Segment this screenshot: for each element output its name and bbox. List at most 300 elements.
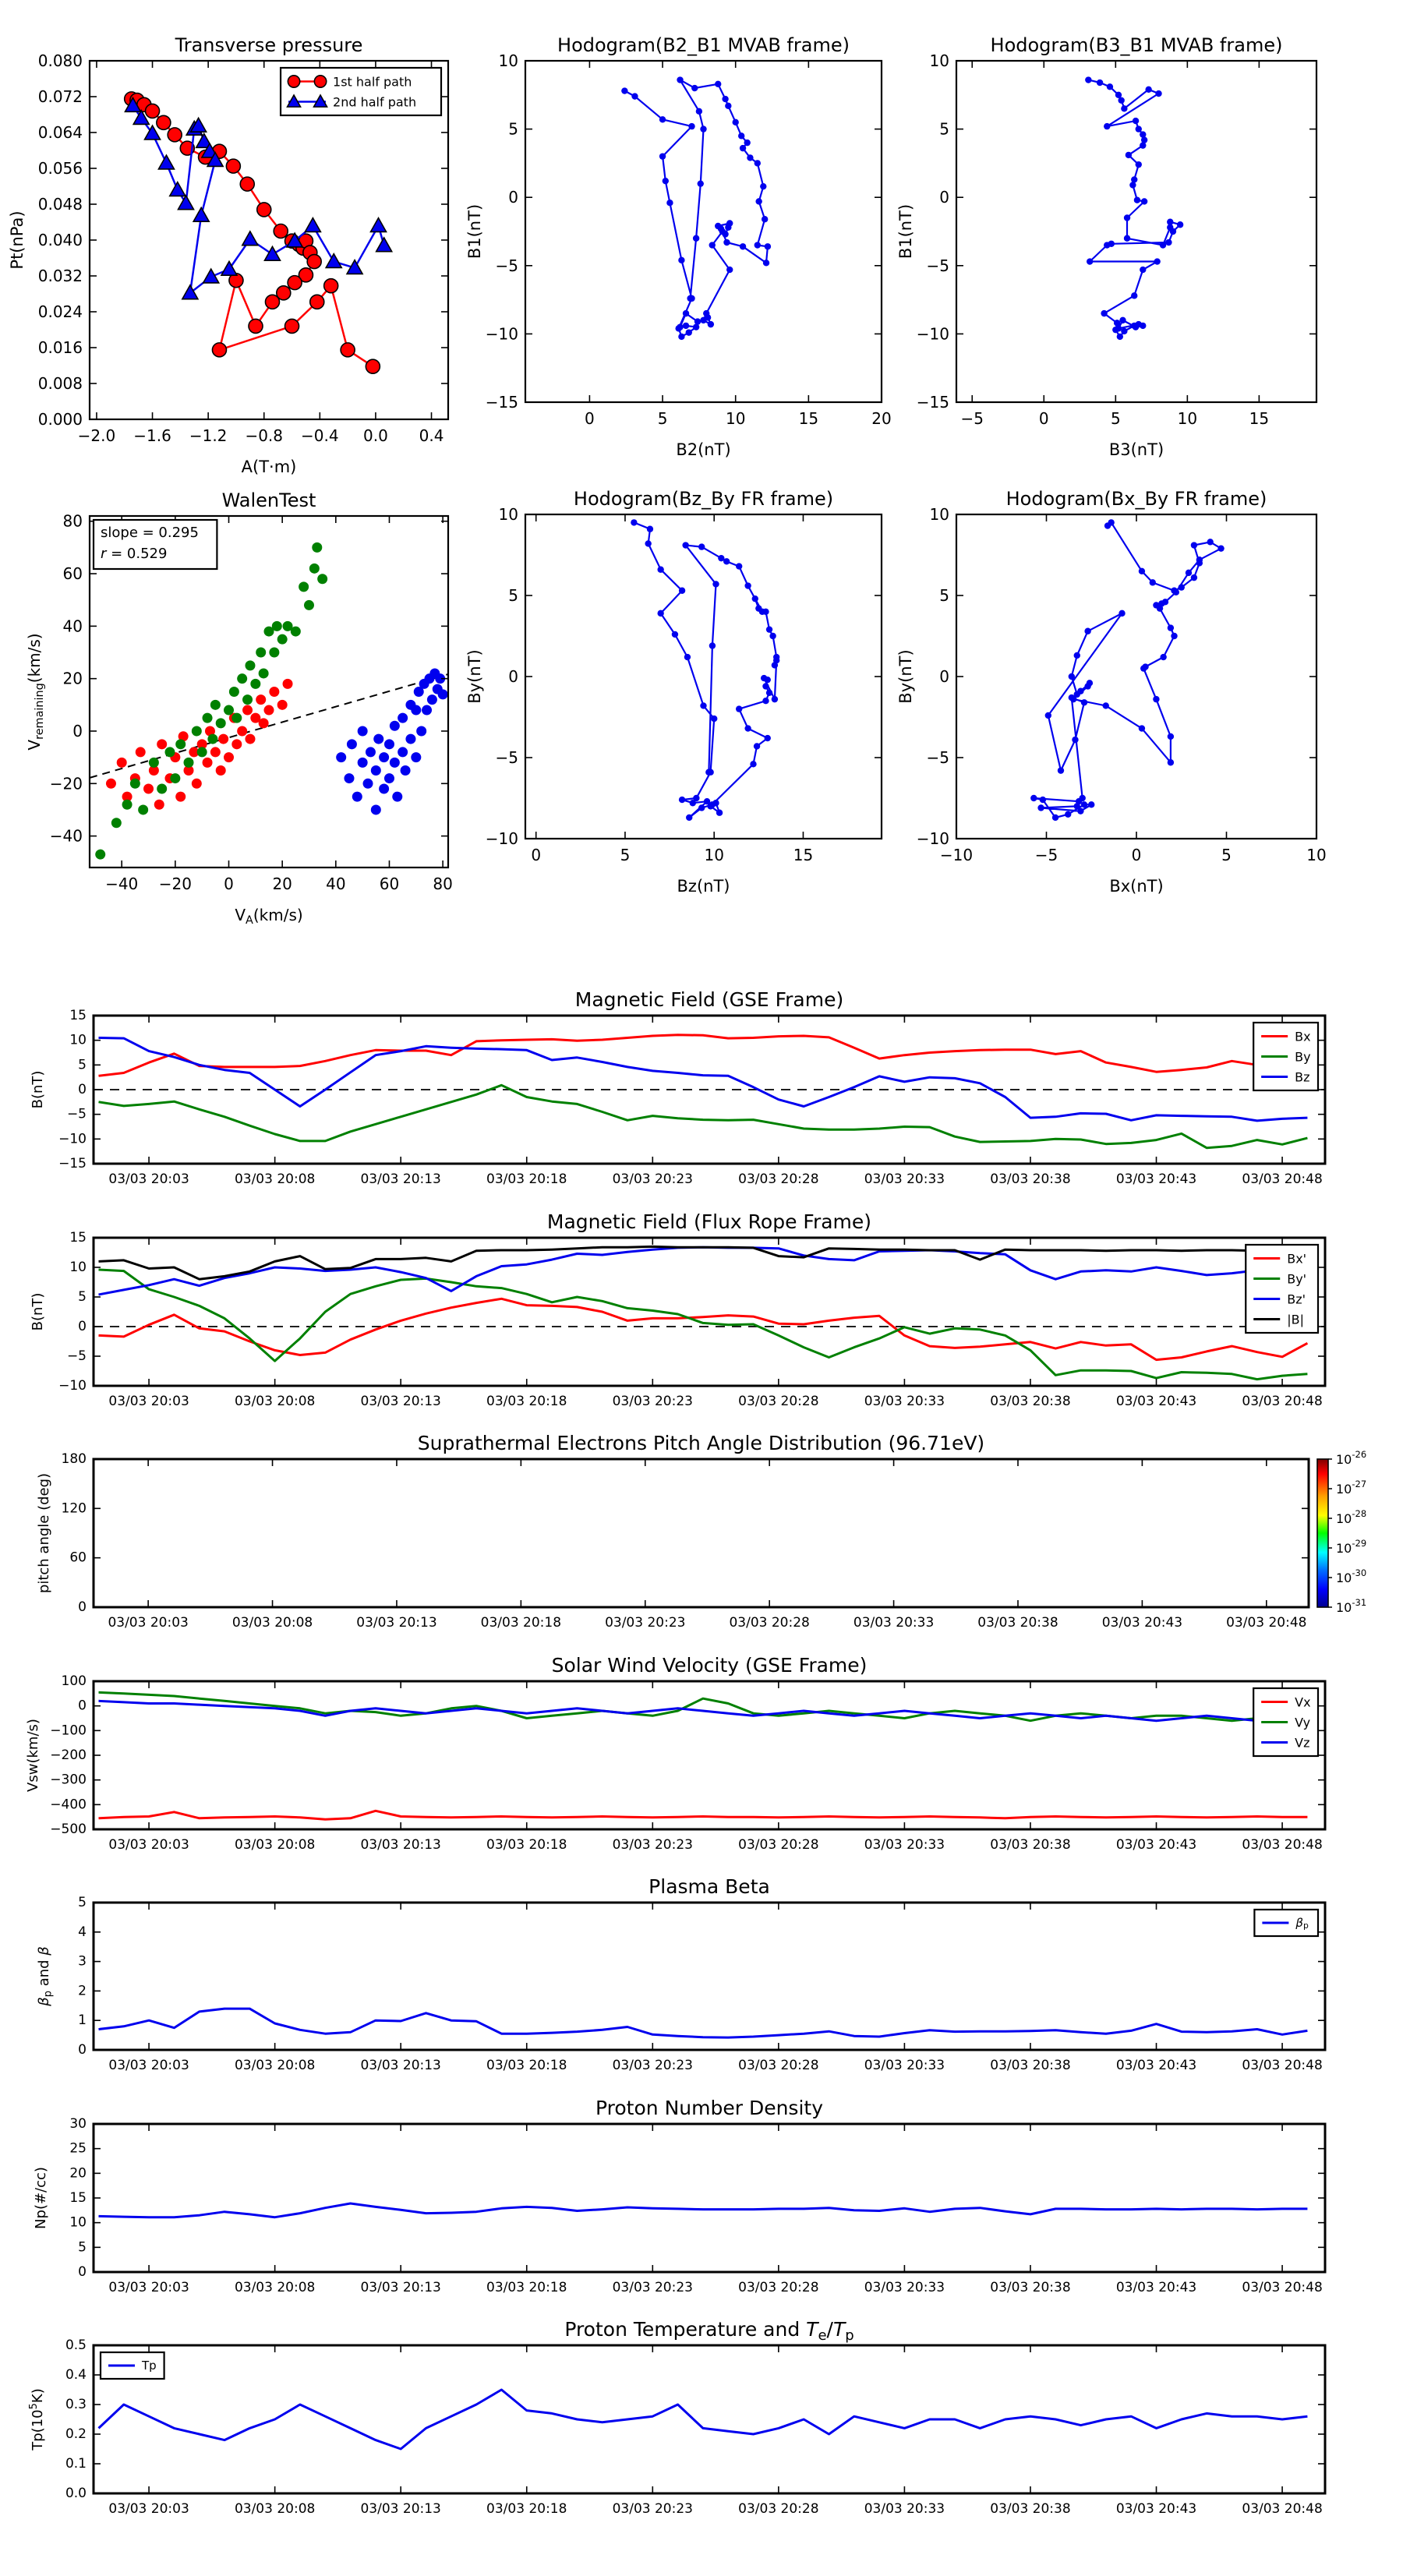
x-tick-label: 80 (433, 875, 453, 893)
x-axis-label: $V_A(km/s)$ (235, 906, 303, 927)
y-axis-label: B(nT) (30, 1292, 46, 1331)
marker-circle (416, 726, 426, 736)
marker-circle (773, 654, 779, 660)
marker-circle (138, 804, 148, 814)
marker-circle (122, 800, 133, 810)
legend-label: Vz (1295, 1735, 1310, 1750)
panel-hodogram-bz-by (465, 488, 882, 896)
panel-walen-test (25, 489, 453, 927)
panel-hodogram-b2-b1 (465, 34, 892, 459)
marker-circle (1145, 87, 1151, 93)
marker-circle (1104, 242, 1110, 248)
marker-circle (269, 648, 279, 658)
marker-circle (390, 721, 400, 731)
chart-title: Magnetic Field (GSE Frame) (574, 988, 844, 1011)
marker-circle (288, 76, 299, 87)
y-axis-label: $Tp(10^5K)$ (28, 2388, 46, 2451)
legend-label: Bz (1295, 1069, 1310, 1084)
y-tick-label: 15 (69, 1230, 87, 1246)
marker-triangle (203, 269, 219, 283)
x-tick-label: 03/03 20:03 (108, 1171, 189, 1187)
marker-circle (265, 295, 279, 309)
y-tick-label: 0.016 (37, 338, 83, 357)
x-tick-label: 03/03 20:08 (234, 2501, 316, 2517)
marker-circle (766, 690, 772, 696)
x-tick-label: 03/03 20:23 (612, 2058, 693, 2073)
marker-circle (366, 747, 376, 757)
x-tick-label: −20 (158, 875, 192, 893)
series-line-Tp (99, 2390, 1308, 2449)
y-tick-label: 10 (69, 2214, 87, 2231)
x-tick-label: 03/03 20:48 (1242, 1394, 1323, 1409)
x-tick-label: −5 (960, 409, 984, 428)
marker-circle (755, 160, 761, 166)
marker-circle (678, 257, 684, 263)
x-tick-label: 03/03 20:18 (486, 1394, 567, 1409)
x-tick-label: 03/03 20:48 (1242, 2058, 1323, 2073)
marker-circle (688, 123, 694, 129)
x-tick-label: 03/03 20:38 (990, 1394, 1071, 1409)
marker-circle (762, 216, 768, 222)
y-tick-label: −10 (58, 1378, 87, 1394)
x-tick-label: 0 (1131, 846, 1142, 864)
series-group (1030, 519, 1225, 821)
panel-proton-number-density (33, 2097, 1325, 2295)
marker-circle (698, 543, 705, 549)
marker-circle (256, 694, 266, 705)
x-tick-label: 0 (585, 409, 595, 428)
marker-circle (1121, 105, 1127, 111)
chart-title: Hodogram(Bz_By FR frame) (573, 488, 834, 510)
x-tick-label: 03/03 20:43 (1115, 2058, 1197, 2073)
marker-circle (672, 631, 678, 638)
y-tick-label: 5 (78, 2239, 87, 2256)
y-tick-label: 5 (939, 119, 949, 139)
marker-circle (309, 564, 320, 574)
axes-frame (525, 514, 882, 839)
x-tick-label: 03/03 20:33 (864, 2058, 945, 2073)
marker-circle (157, 115, 171, 129)
legend-label: $\beta_p$ (1295, 1916, 1309, 1931)
marker-circle (218, 734, 228, 744)
y-tick-label: 180 (61, 1451, 87, 1467)
y-tick-label: 10 (498, 505, 518, 524)
y-tick-label: 0 (78, 1599, 87, 1615)
marker-circle (1088, 801, 1094, 807)
marker-circle (197, 747, 207, 757)
y-tick-label: −40 (49, 826, 83, 846)
marker-circle (203, 713, 213, 723)
series-line-Bz (99, 1038, 1311, 1121)
marker-circle (709, 242, 716, 248)
y-tick-label: 0.0 (65, 2486, 87, 2501)
marker-circle (709, 642, 716, 648)
marker-circle (1191, 574, 1197, 581)
chart-title: WalenTest (221, 489, 316, 511)
x-tick-label: 03/03 20:28 (738, 1837, 819, 1853)
marker-circle (203, 758, 213, 768)
marker-circle (1069, 673, 1075, 680)
series-line-0 (99, 2203, 1308, 2217)
y-axis-label: Np(#/cc) (33, 2167, 49, 2229)
marker-circle (1052, 814, 1058, 821)
marker-circle (111, 818, 122, 828)
marker-circle (274, 224, 288, 239)
y-tick-label: 0.048 (37, 195, 83, 214)
marker-circle (358, 726, 368, 736)
y-tick-label: 0 (72, 721, 83, 740)
y-tick-label: 0.1 (65, 2456, 87, 2472)
y-tick-label: 0.4 (65, 2367, 87, 2383)
x-axis-label: Bz(nT) (677, 877, 730, 896)
marker-circle (130, 779, 140, 789)
x-tick-label: 5 (1221, 846, 1232, 864)
x-tick-label: 10 (1177, 409, 1198, 428)
marker-circle (744, 725, 751, 731)
marker-circle (366, 359, 380, 373)
chart-title: Hodogram(Bx_By FR frame) (1005, 488, 1267, 510)
x-tick-label: 03/03 20:38 (977, 1615, 1058, 1631)
marker-circle (1140, 665, 1147, 671)
marker-circle (736, 705, 742, 712)
marker-circle (1133, 118, 1139, 124)
marker-circle (216, 765, 226, 776)
marker-circle (336, 752, 346, 762)
marker-circle (647, 526, 653, 532)
y-tick-label: 0 (78, 2264, 87, 2280)
chart-title: Solar Wind Velocity (GSE Frame) (551, 1654, 868, 1677)
marker-circle (106, 779, 116, 789)
marker-circle (1139, 568, 1145, 574)
x-tick-label: 03/03 20:33 (864, 1837, 945, 1853)
marker-circle (384, 773, 394, 783)
marker-triangle (326, 254, 341, 268)
marker-circle (1179, 584, 1185, 590)
x-tick-label: 03/03 20:18 (486, 2058, 567, 2073)
marker-circle (299, 581, 309, 592)
marker-circle (1119, 317, 1126, 323)
marker-circle (1129, 182, 1136, 188)
marker-circle (678, 334, 684, 340)
y-axis-label: By(nT) (896, 649, 915, 704)
marker-triangle (221, 261, 237, 275)
marker-circle (722, 231, 728, 237)
axes-frame (94, 1459, 1309, 1607)
annotation-line: r = 0.529 (101, 545, 168, 562)
panel-magnetic-field-fr (30, 1210, 1325, 1409)
y-tick-label: 0.080 (37, 51, 83, 70)
marker-circle (708, 321, 714, 327)
x-tick-label: 03/03 20:28 (738, 2501, 819, 2517)
marker-circle (285, 319, 299, 333)
marker-circle (725, 224, 731, 231)
x-tick-label: 5 (1110, 409, 1121, 428)
marker-circle (347, 739, 357, 749)
series-group (125, 92, 392, 373)
legend-label: Vx (1295, 1694, 1311, 1709)
x-tick-label: 03/03 20:08 (234, 1837, 316, 1853)
x-tick-label: 03/03 20:48 (1242, 2501, 1323, 2517)
marker-circle (352, 792, 362, 802)
marker-circle (1139, 725, 1145, 731)
marker-circle (1121, 328, 1127, 334)
y-tick-label: 10 (929, 51, 949, 70)
x-tick-label: 03/03 20:23 (612, 2280, 693, 2295)
x-tick-label: 03/03 20:13 (360, 1171, 441, 1187)
marker-circle (1107, 83, 1113, 90)
marker-triangle (264, 246, 280, 260)
x-tick-label: 03/03 20:03 (108, 1394, 189, 1409)
colorbar (1317, 1459, 1328, 1607)
y-tick-label: 0 (939, 188, 949, 207)
x-tick-label: 0.4 (419, 426, 444, 445)
series-line-Bz' (99, 1247, 1308, 1295)
x-tick-label: 03/03 20:23 (605, 1615, 686, 1631)
y-tick-label: 5 (78, 1895, 87, 1910)
y-tick-label: 0 (78, 1082, 87, 1097)
marker-circle (718, 225, 724, 231)
marker-circle (212, 343, 226, 357)
marker-circle (715, 81, 721, 87)
x-tick-label: 03/03 20:28 (738, 2280, 819, 2295)
marker-circle (718, 555, 724, 561)
series-group (99, 2009, 1308, 2037)
marker-circle (690, 800, 696, 806)
legend-label: Vy (1295, 1715, 1311, 1730)
y-tick-label: 0.5 (65, 2337, 87, 2353)
x-tick-label: 03/03 20:13 (356, 1615, 437, 1631)
marker-circle (744, 140, 750, 146)
marker-circle (231, 739, 242, 749)
x-tick-label: 03/03 20:43 (1115, 2280, 1197, 2295)
marker-circle (683, 310, 689, 316)
marker-circle (207, 734, 217, 744)
series-group (621, 76, 771, 340)
marker-circle (216, 718, 226, 728)
marker-circle (1160, 242, 1166, 248)
marker-circle (1131, 176, 1137, 182)
y-tick-label: 4 (78, 1924, 87, 1940)
y-axis-label: By(nT) (465, 649, 484, 704)
x-tick-label: 03/03 20:03 (108, 2280, 189, 2295)
marker-circle (257, 203, 271, 217)
y-axis-label: Pt(nPa) (8, 210, 27, 270)
y-tick-label: −5 (926, 748, 949, 767)
marker-circle (762, 698, 769, 704)
y-tick-label: 20 (62, 669, 83, 688)
x-tick-label: 03/03 20:23 (612, 1171, 693, 1187)
marker-circle (1040, 797, 1046, 803)
marker-circle (249, 319, 263, 333)
marker-circle (1131, 292, 1137, 299)
marker-circle (224, 705, 234, 716)
marker-circle (686, 814, 692, 821)
x-tick-label: 03/03 20:38 (990, 1837, 1071, 1853)
x-tick-label: 03/03 20:33 (853, 1615, 935, 1631)
y-tick-label: 5 (508, 586, 518, 605)
series-line-0 (634, 522, 776, 818)
marker-circle (307, 255, 321, 269)
legend-label: Bx (1295, 1029, 1311, 1044)
marker-circle (1087, 258, 1093, 264)
marker-circle (1168, 759, 1174, 765)
marker-circle (733, 119, 739, 125)
marker-circle (683, 323, 689, 329)
x-tick-label: 03/03 20:48 (1242, 1837, 1323, 1853)
y-tick-label: 5 (939, 586, 949, 605)
marker-circle (136, 747, 146, 757)
marker-circle (698, 804, 705, 811)
x-tick-label: 15 (1249, 409, 1270, 428)
colorbar-label: $10^{-26}$ (1336, 1448, 1367, 1467)
x-tick-label: 03/03 20:03 (108, 1615, 189, 1631)
panel-hodogram-bx-by (896, 488, 1327, 896)
y-axis-label: B(nT) (30, 1070, 46, 1109)
marker-circle (398, 747, 408, 757)
marker-triangle (371, 218, 387, 232)
x-tick-label: 03/03 20:18 (486, 1837, 567, 1853)
x-tick-label: 03/03 20:23 (612, 1394, 693, 1409)
legend-label: By' (1287, 1271, 1307, 1286)
marker-circle (1196, 557, 1203, 563)
x-tick-label: 0 (224, 875, 234, 893)
marker-circle (663, 178, 669, 184)
marker-circle (766, 626, 772, 632)
marker-circle (283, 679, 293, 689)
marker-circle (1150, 579, 1156, 585)
y-tick-label: −400 (50, 1797, 87, 1813)
marker-triangle (170, 182, 186, 196)
colorbar-label: $10^{-29}$ (1336, 1537, 1367, 1556)
y-tick-label: −15 (485, 393, 518, 412)
x-tick-label: 03/03 20:33 (864, 2280, 945, 2295)
x-tick-label: 03/03 20:08 (234, 2280, 316, 2295)
y-tick-label: 120 (61, 1500, 87, 1517)
y-tick-label: −300 (50, 1772, 87, 1788)
marker-circle (1045, 712, 1051, 719)
marker-circle (250, 679, 260, 689)
marker-circle (1168, 624, 1174, 631)
marker-circle (1074, 652, 1080, 659)
marker-circle (242, 705, 253, 716)
y-tick-label: 10 (929, 505, 949, 524)
marker-circle (272, 621, 282, 631)
panel-pitch-angle (36, 1432, 1366, 1631)
series-group (99, 2203, 1308, 2217)
marker-circle (224, 752, 234, 762)
y-tick-label: −10 (916, 829, 949, 848)
x-axis-label: B2(nT) (676, 440, 731, 459)
axes-frame (94, 2345, 1325, 2493)
x-tick-label: −5 (1034, 846, 1058, 864)
y-tick-label: −15 (916, 393, 949, 412)
marker-circle (192, 779, 202, 789)
marker-circle (725, 103, 731, 109)
marker-circle (772, 662, 778, 668)
series-line-Vx (99, 1811, 1308, 1819)
y-tick-label: −15 (58, 1156, 87, 1171)
y-tick-label: 0.3 (65, 2397, 87, 2412)
marker-circle (373, 734, 383, 744)
marker-circle (1108, 519, 1114, 525)
marker-circle (1173, 589, 1179, 595)
marker-circle (1085, 76, 1091, 83)
marker-circle (168, 128, 182, 142)
y-tick-label: 25 (69, 2140, 87, 2157)
x-tick-label: 03/03 20:18 (480, 1615, 562, 1631)
panel-hodogram-b3-b1 (896, 34, 1316, 459)
marker-circle (1117, 334, 1123, 340)
marker-circle (245, 660, 255, 670)
marker-circle (1037, 804, 1044, 811)
marker-circle (1140, 142, 1146, 148)
series-group (90, 542, 448, 860)
chart-title: Proton Number Density (595, 2097, 823, 2119)
x-tick-label: 03/03 20:43 (1115, 1171, 1197, 1187)
axes-frame (94, 1681, 1325, 1829)
marker-circle (659, 116, 666, 122)
marker-triangle (178, 196, 194, 210)
marker-circle (696, 108, 702, 115)
y-tick-label: 0 (508, 188, 518, 207)
x-tick-label: −40 (105, 875, 139, 893)
marker-circle (716, 810, 723, 816)
x-tick-label: −2.0 (77, 426, 116, 445)
marker-circle (288, 276, 302, 290)
marker-circle (687, 295, 693, 302)
legend-label: Tp (142, 2359, 157, 2373)
marker-circle (1140, 267, 1146, 273)
y-tick-label: 0.000 (37, 410, 83, 429)
marker-circle (679, 588, 685, 594)
marker-circle (237, 726, 247, 736)
marker-circle (1168, 733, 1174, 740)
x-tick-label: 03/03 20:13 (360, 1394, 441, 1409)
marker-circle (1177, 221, 1183, 228)
marker-circle (1081, 699, 1087, 705)
colorbar-label: $10^{-28}$ (1336, 1507, 1367, 1526)
y-axis-label: $\beta_p$ and β (36, 1946, 55, 2006)
marker-circle (363, 779, 373, 789)
marker-circle (371, 804, 381, 814)
x-tick-label: 03/03 20:03 (108, 1837, 189, 1853)
axes-frame (525, 61, 882, 402)
marker-circle (384, 739, 394, 749)
x-tick-label: 03/03 20:13 (360, 2058, 441, 2073)
marker-circle (762, 683, 769, 689)
marker-circle (304, 600, 314, 610)
marker-circle (427, 694, 437, 705)
marker-circle (1167, 219, 1173, 225)
y-tick-label: −5 (926, 256, 949, 275)
marker-circle (390, 758, 400, 768)
y-tick-label: 0.2 (65, 2426, 87, 2442)
marker-circle (1069, 694, 1075, 701)
series-group (99, 2390, 1308, 2449)
marker-circle (184, 758, 194, 768)
y-axis-label: B1(nT) (896, 203, 915, 260)
x-tick-label: 03/03 20:33 (864, 1394, 945, 1409)
marker-circle (666, 200, 673, 206)
x-tick-label: 03/03 20:28 (738, 1171, 819, 1187)
y-tick-label: 5 (508, 119, 518, 139)
marker-circle (752, 595, 758, 602)
marker-circle (712, 581, 719, 587)
marker-circle (763, 260, 769, 266)
panel-plasma-beta (36, 1875, 1325, 2073)
x-tick-label: 15 (798, 409, 819, 428)
x-tick-label: 03/03 20:38 (990, 2280, 1071, 2295)
